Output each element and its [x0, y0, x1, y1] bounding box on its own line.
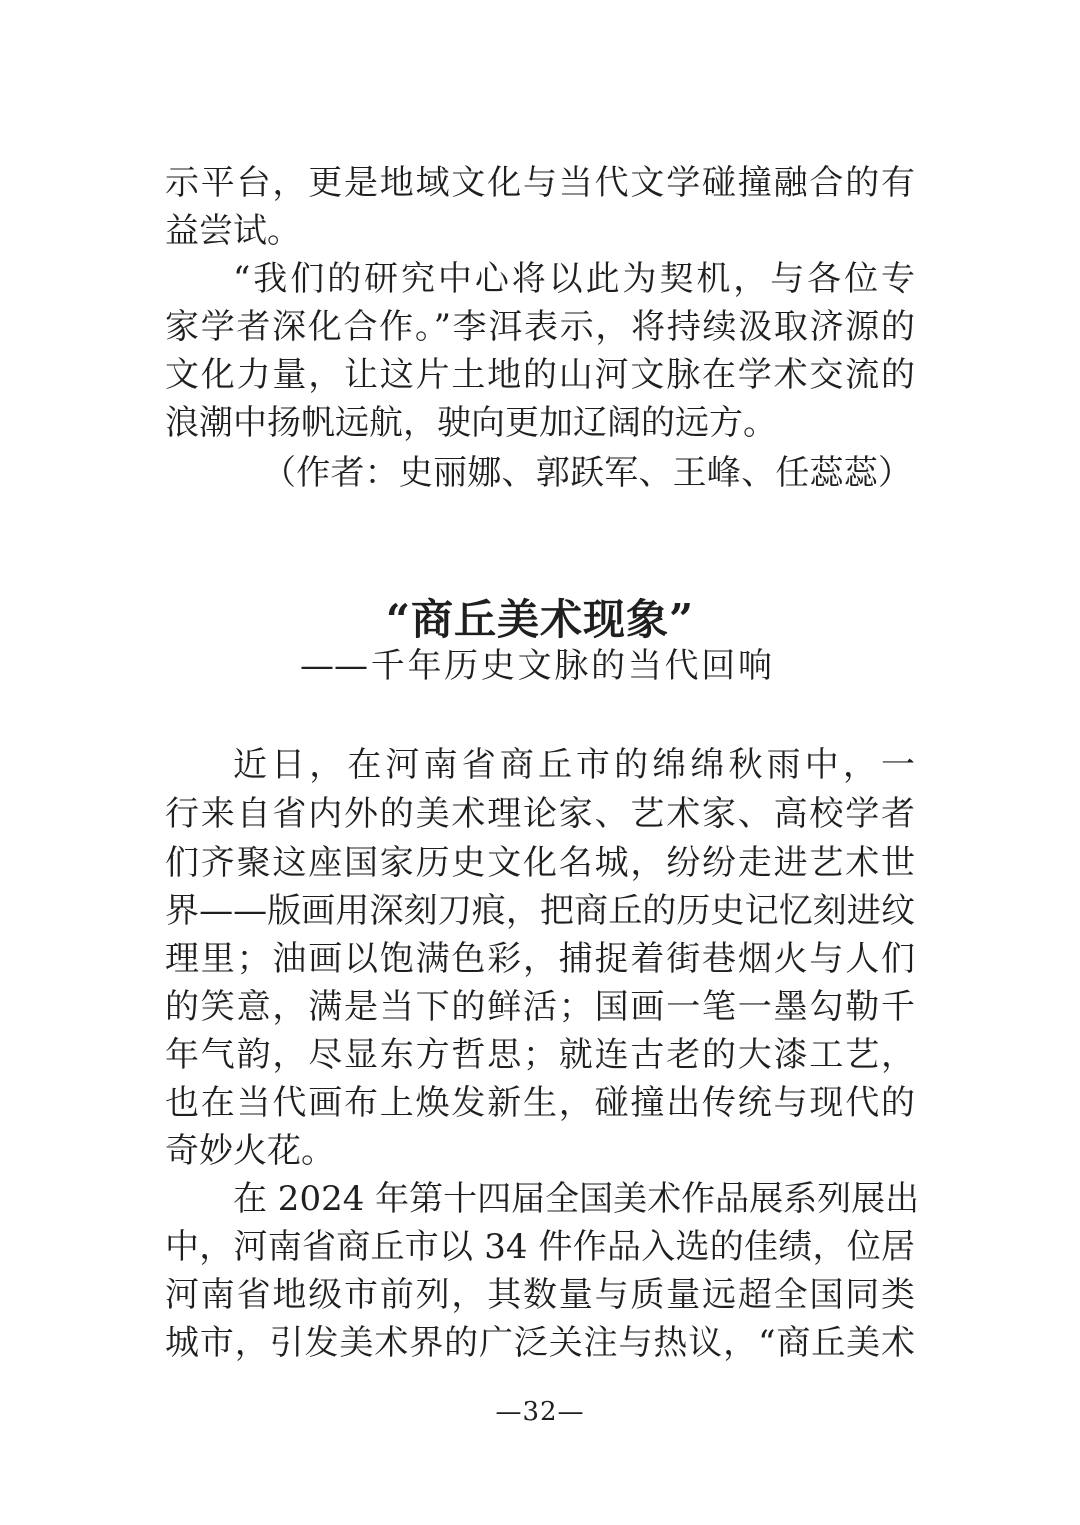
- text-line: 城市，引发美术界的广泛关注与热议，“商丘美术: [165, 1323, 915, 1363]
- text-line: 浪潮中扬帆远航，驶向更加辽阔的远方。: [165, 403, 777, 443]
- text-line: 的笑意，满是当下的鲜活；国画一笔一墨勾勒千: [165, 987, 915, 1027]
- text-line: 行来自省内外的美术理论家、艺术家、高校学者: [165, 794, 915, 834]
- text-line: 文化力量，让这片土地的山河文脉在学术交流的: [165, 355, 915, 395]
- text-line: 家学者深化合作。”李洱表示，将持续汲取济源的: [165, 307, 915, 347]
- text-line: 中，河南省商丘市以 34 件作品入选的佳绩，位居: [165, 1227, 915, 1267]
- text-line: 奇妙火花。: [165, 1131, 335, 1171]
- text-line: 益尝试。: [165, 211, 301, 251]
- text-line: 理里；油画以饱满色彩，捕捉着街巷烟火与人们: [165, 939, 915, 979]
- text-line: 在 2024 年第十四届全国美术作品展系列展出: [233, 1179, 920, 1219]
- text-line: 年气韵，尽显东方哲思；就连古老的大漆工艺，: [165, 1035, 915, 1075]
- text-line: 们齐聚这座国家历史文化名城，纷纷走进艺术世: [165, 843, 915, 883]
- text-line: 河南省地级市前列，其数量与质量远超全国同类: [165, 1275, 915, 1315]
- text-line: “我们的研究中心将以此为契机，与各位专: [233, 259, 915, 299]
- text-line: 近日，在河南省商丘市的绵绵秋雨中，一: [233, 745, 915, 785]
- text-line: 界——版画用深刻刀痕，把商丘的历史记忆刻进纹: [165, 891, 915, 931]
- article-subtitle: ——千年历史文脉的当代回响: [300, 646, 772, 686]
- page-number: —32—: [495, 1397, 585, 1427]
- text-line: 也在当代画布上焕发新生，碰撞出传统与现代的: [165, 1083, 915, 1123]
- author-byline: （作者：史丽娜、郭跃军、王峰、任蕊蕊）: [262, 453, 912, 493]
- article-title: “商丘美术现象”: [385, 595, 695, 644]
- text-line: 示平台，更是地域文化与当代文学碰撞融合的有: [165, 163, 915, 203]
